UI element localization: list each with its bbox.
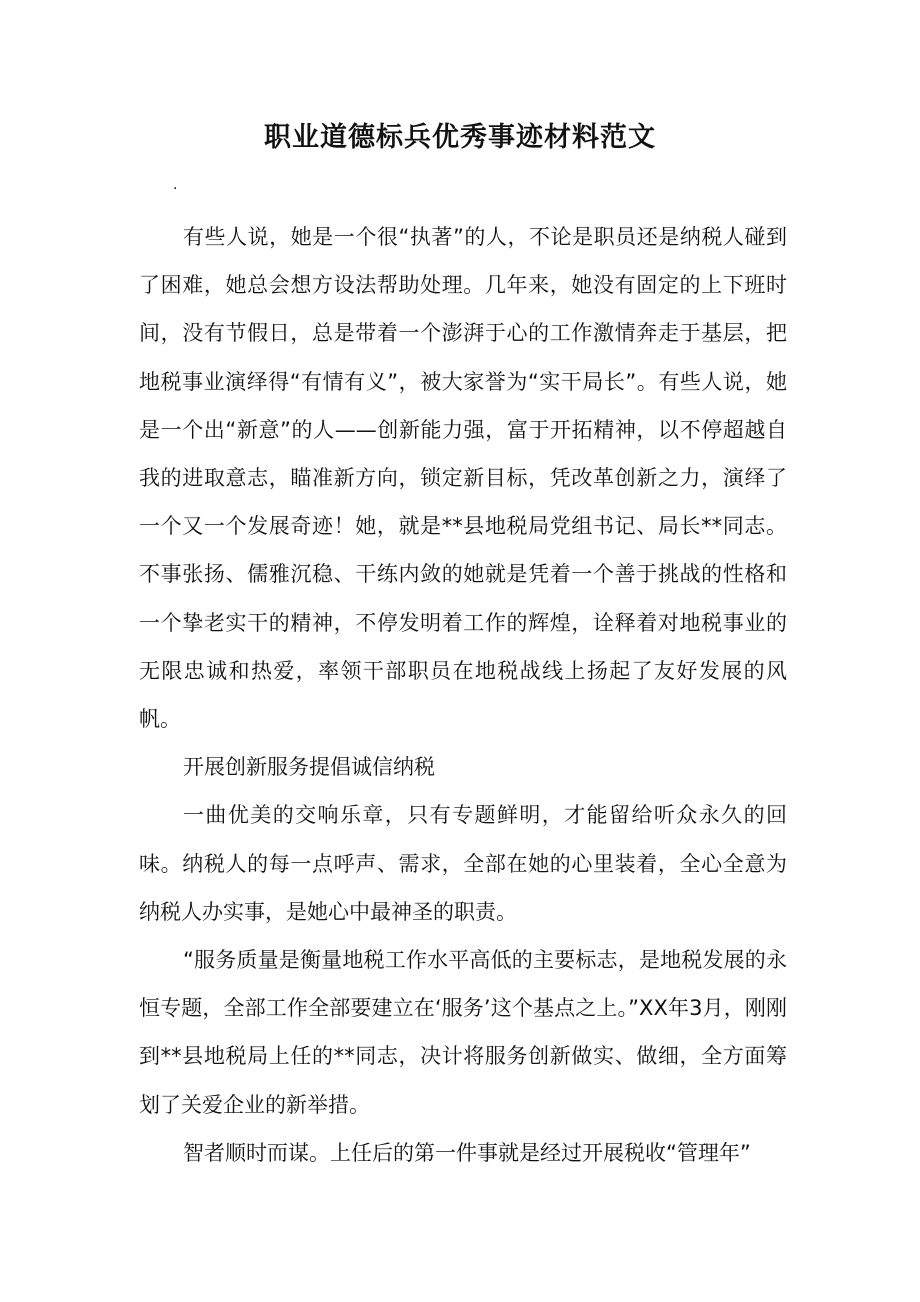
section-heading: 开展创新服务提倡诚信纳税 [183,755,435,780]
paragraph-wise-man: 智者顺时而谋。上任后的第一件事就是经过开展税收“管理年” [183,1140,751,1165]
paragraph-intro: 有些人说，她是一个很“执著”的人，不论是职员还是纳税人碰到了困难，她总会想方设法帮助处理。几年来，她没有固定的上下班时间，没有节假日，总是带着一个澎湃于心的工作激情奔走于基层，把地税事业演绎得“有情有义”，被大家誉为“实干局长”。有些人说，她是一个出“新意”的人——创新能力强，富于开拓精神，以不停超越自我的进取意志，瞄准新方向，锁定新目标，凭改革创新之力，演绎了一个又一个发展奇迹！她，就是**县地税局党组书记、局长**同志。不事张扬、儒雅沉稳、干练内敛的她就是凭着一个善于挑战的性格和一个挚老实干的精神，不停发明着工作的辉煌，诠释着对地税事业的无限忠诚和热爱，率领干部职员在地税战线上扬起了友好发展的风帆。 [139,225,787,732]
document-body [139,213,787,1177]
paragraph-symphony: 一曲优美的交响乐章，只有专题鲜明，才能留给听众永久的回味。纳税人的每一点呼声、需求，全部在她的心里装着，全心全意为纳税人办实事，是她心中最神圣的职责。 [139,803,787,924]
paragraph-service-quality: “服务质量是衡量地税工作水平高低的主要标志，是地税发展的永恒专题，全部工作全部要建立在‘服务’这个基点之上。”XX年3月，刚刚到**县地税局上任的**同志，决计将服务创新做实、做细，全方面筹划了关爱企业的新举措。 [139,948,787,1117]
stray-dot: . [173,177,178,193]
document-title: 职业道德标兵优秀事迹材料范文 [264,122,656,153]
